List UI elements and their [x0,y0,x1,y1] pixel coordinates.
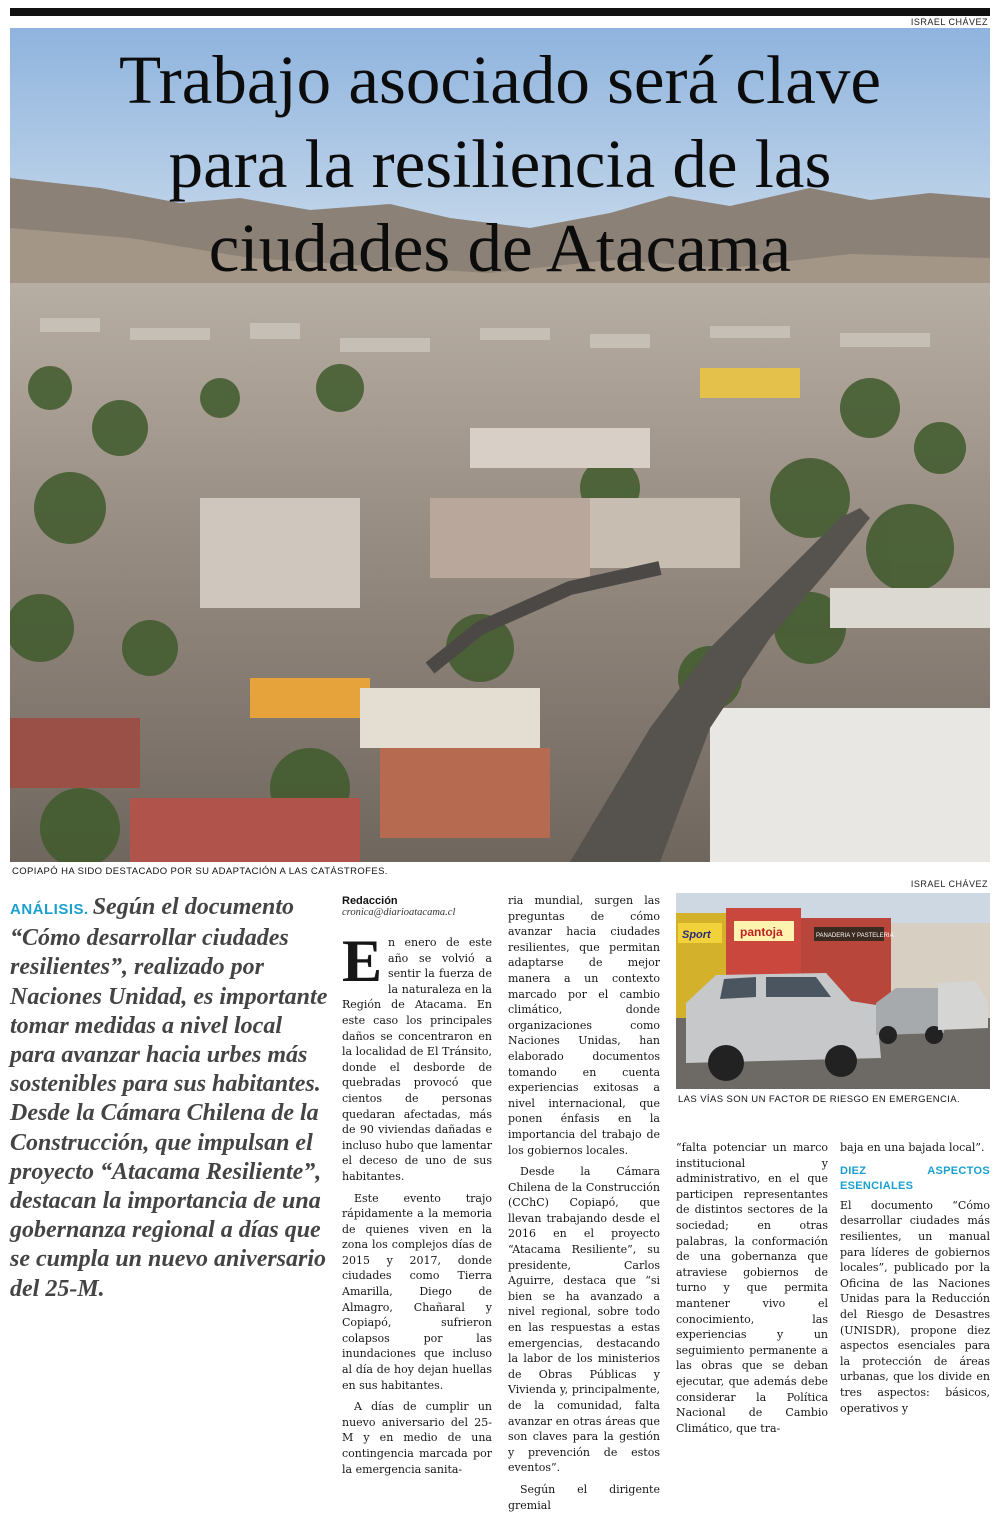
article-column-3 [676,1140,828,1442]
lead-text: Según el documento “Cómo desarrollar ciudades resilientes”, realizado por Naciones Unidad, es importante tomar medidas a nivel local para avanzar hacia urbes más sostenibles para sus habitantes. Desde la Cámara Chilena de la Construcción, que impulsan el proyecto “Atacama Resiliente”, destacan la importancia de una gobernanza regional a días que se cumpla un nuevo aniversario del 25-M. [10,894,328,1302]
street-photo-credit: ISRAEL CHÁVEZ [910,879,988,889]
headline-line-3: ciudades de Atacama [208,210,792,286]
col1-paragraph-3: A días de cumplir un nuevo aniversario del 25-M y en medio de una contingencia marcada por la emergencia sanita- [342,1400,492,1476]
col2-paragraph-2: Desde la Cámara Chilena de la Construcción (CChC) Copiapó, que llevan trabajando desde el 2016 en el proyecto “Atacama Resiliente”, su presidente, Carlos Aguirre, destaca que “si bien se ha avanzado a nivel regional, sobre todo en las respuestas a estas emergencias, destacando la labor de los ministerios de Obras Públicas y Vivienda y, principalmente, de la comunidad, falta avanzar en otras áreas que son claves para la gestión y prevención de estos eventos”. [508,1165,660,1475]
byline-email[interactable]: cronica@diarioatacama.cl [342,907,456,918]
sign-sport: Sport [682,929,711,941]
col3-paragraph-1: “falta potenciar un marco institucional y administrativo, en el que participen representantes de distintos sectores de la sociedad; en otras palabras, la conformación de una gobernanza que atraviese gobiernos de turno y que permita mantener vivo el conocimiento, las experiencias y un seguimiento permanente a las obras que se deban ejecutar, que además debe considerar la Política Nacional de Cambio Climático, que tra- [676,1141,828,1435]
byline [342,895,502,918]
lead-kicker: ANÁLISIS. [10,901,89,918]
col4-paragraph-1: baja en una bajada local”. [840,1141,985,1154]
street-photo-caption: LAS VÍAS SON UN FACTOR DE RIESGO EN EMERGENCIA. [678,1094,961,1105]
article-column-2 [508,893,660,1519]
street-traffic-illustration [676,893,990,1089]
byline-author: Redacción [342,895,398,907]
article-column-1 [342,928,492,1483]
sign-panaderia: PANADERIA Y PASTELERIA [816,933,894,939]
top-rule [10,8,990,16]
headline-line-1: Trabajo asociado será clave [119,42,881,118]
article-column-4 [840,1140,990,1422]
col2-paragraph-1: ria mundial, surgen las preguntas de cómo avanzar hacia ciudades resilientes, que permitan adaptarse de mejor manera a un contexto marcado por el cambio climático, donde organizaciones como Naciones Unidas, han elaborado documentos tomando en cuenta experiencias exitosas a nivel internacional, que ponen énfasis en la importancia del trabajo de los gobiernos locales. [508,894,660,1157]
headline-line-2: para la resiliencia de las [168,126,832,202]
hero-photo-credit: ISRAEL CHÁVEZ [910,17,988,27]
col1-paragraph-1: n enero de este año se volvió a sentir la fuerza de la naturaleza en la Región de Atacama. En este caso los principales daños se concentraron en la localidad de El Tránsito, donde el desborde de quebradas provocó que cientos de personas quedaran afectadas, más de 90 viviendas dañadas e incluso hubo que lamentar el deceso de uno de sus habitantes. [342,936,492,1183]
drop-cap: E [342,928,383,994]
headline [10,38,990,290]
col2-paragraph-3: Según el dirigente gremial [508,1482,660,1512]
col4-paragraph-2: El documento “Cómo desarrollar ciudades más resilientes, un manual para líderes de gobiernos locales”, publicado por la Oficina de las Naciones Unidas para la Reducción del Riesgo de Desastres (UNISDR), propone diez aspectos esenciales para la protección de áreas urbanas, que los divide en tres aspectos: básicos, operativos y [840,1198,990,1415]
lead-paragraph [10,893,332,1304]
col1-paragraph-2: Este evento trajo rápidamente a la memoria de quienes viven en la zona los complejos días de 2015 y 2017, donde ciudades como Tierra Amarilla, Diego de Almagro, Chañaral y Copiapó, sufrieron colapsos por las inundaciones que incluso al día de hoy dejan huellas en sus habitantes. [342,1191,492,1392]
street-photo [676,893,990,1089]
subhead-diez-aspectos: DIEZ ASPECTOS ESENCIALES [840,1164,990,1193]
hero-caption: COPIAPÓ HA SIDO DESTACADO POR SU ADAPTACIÓN A LAS CATÁSTROFES. [12,866,388,877]
sign-pantoja: pantoja [740,925,783,939]
